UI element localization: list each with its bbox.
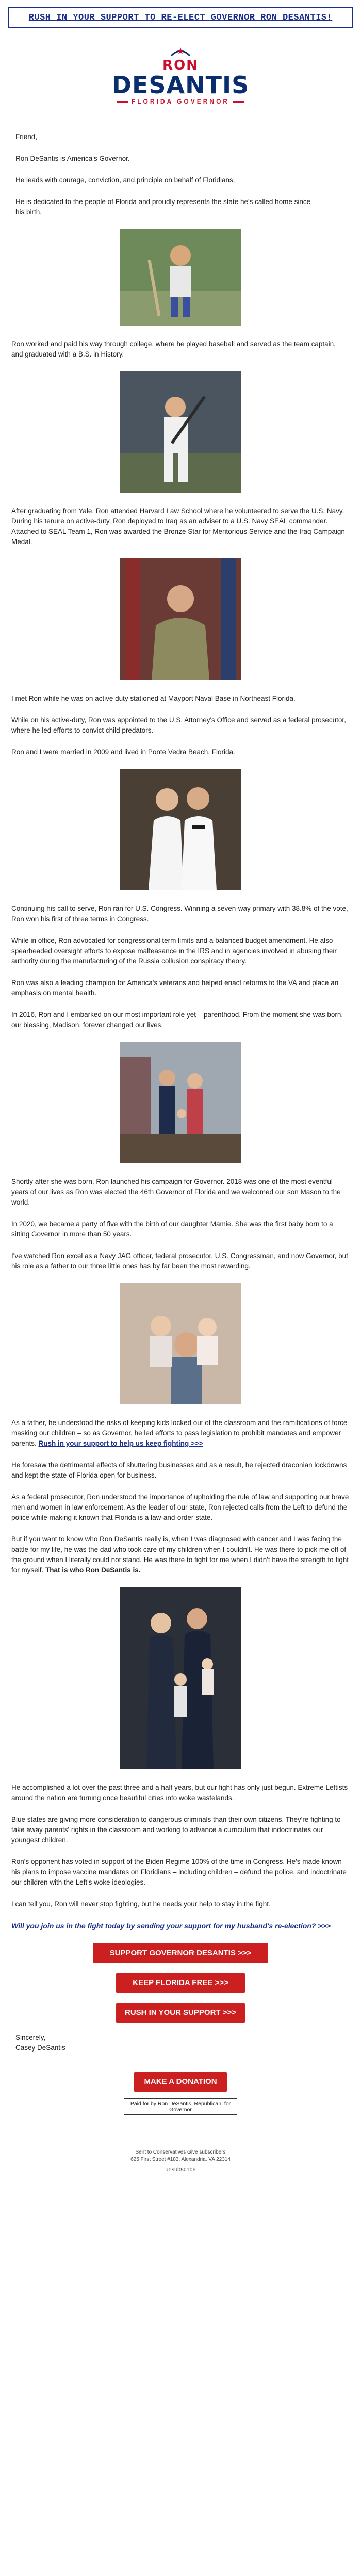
footer xyxy=(0,2149,361,2163)
photo-college-baseball xyxy=(120,371,241,493)
paragraph: He foresaw the detrimental effects of shuttering businesses and as a result, he rejected draconian lockdowns and kept the state of Florida open for business. xyxy=(11,1461,347,1479)
paragraph xyxy=(11,1418,350,1449)
paragraph: In 2016, Ron and I embarked on our most important role yet – parenthood. From the moment she was born, our blessing, Madison, forever changed our lives. xyxy=(11,1011,343,1029)
paragraph-text: As a father, he understood the risks of keeping kids locked out of the classroom and the ramifications of force-masking our children – so as Governor, he led efforts to pass legislation to prohibit mandates and empower parents. xyxy=(11,1419,350,1447)
paragraph xyxy=(11,1921,350,1931)
signer-name: Casey DeSantis xyxy=(15,2044,65,2052)
paragraph: I can tell you, Ron will never stop fighting, but he needs your help to stay in the fight. xyxy=(11,1900,271,1908)
photo-navy-uniform xyxy=(120,558,241,680)
signature xyxy=(0,2032,361,2053)
top-banner xyxy=(8,7,353,28)
letter-body xyxy=(0,132,361,1931)
paragraph: I met Ron while he was on active duty stationed at Mayport Naval Base in Northeast Florida. xyxy=(11,694,296,702)
photo-child-baseball xyxy=(120,229,241,326)
emphasis-text: That is who Ron DeSantis is. xyxy=(45,1566,141,1574)
footer-address: 625 First Street #183, Alexandria, VA 22314 xyxy=(130,2157,231,2162)
photo-wedding xyxy=(120,769,241,890)
paragraph: Ron's opponent has voted in support of the Biden Regime 100% of the time in Congress. He's made known his plans to impose vaccine mandates on Floridians – including children – defund the police, and indoctrinate our children with the Left's woke ideologies. xyxy=(11,1858,347,1886)
greeting: Friend, xyxy=(15,133,38,141)
logo-subtitle: FLORIDA GOVERNOR xyxy=(114,98,247,105)
logo-first-name: RON xyxy=(162,58,199,73)
paragraph: He leads with courage, conviction, and principle on behalf of Floridians. xyxy=(15,176,235,184)
paragraph: Ron was also a leading champion for America's veterans and helped enact reforms to the VA and place an emphasis on mental health. xyxy=(11,979,339,997)
paragraph: In 2020, we became a party of five with the birth of our daughter Mamie. She was the first baby born to a sitting Governor in more than 50 years. xyxy=(11,1220,333,1238)
photo-father-children xyxy=(120,1283,241,1404)
rush-support-button[interactable]: RUSH IN YOUR SUPPORT >>> xyxy=(116,2003,245,2023)
paragraph: He accomplished a lot over the past three and a half years, but our fight has only just begun. Extreme Leftists around the nation are turning once beautiful cities into woke wastelands. xyxy=(11,1784,348,1802)
paragraph: Blue states are giving more consideration to dangerous criminals than their own citizens. They're fighting to take away parents' rights in the classroom and working to advance a curriculum that indoctrinates our youngest children. xyxy=(11,1816,341,1844)
paragraph: I've watched Ron excel as a Navy JAG officer, federal prosecutor, U.S. Congressman, and now Governor, but his role as a father to our three little ones has by far been the most rewarding. xyxy=(11,1252,348,1270)
paragraph: While in office, Ron advocated for congressional term limits and a balanced budget amendment. He also spearheaded oversight efforts to expose malfeasance in the IRS and in agencies involved in abusing their authority during the manufacturing of the Russia collusion conspiracy theory. xyxy=(11,937,337,965)
stars-crest-icon xyxy=(169,46,192,57)
support-governor-button[interactable]: SUPPORT GOVERNOR DESANTIS >>> xyxy=(93,1943,268,1963)
footer-line: Sent to Conservatives Give subscribers xyxy=(135,2149,226,2155)
paragraph: Shortly after she was born, Ron launched his campaign for Governor. 2018 was one of the most eventful years of our lives as Ron was elected the 46th Governor of Florida and we welcomed our son Mason to the world. xyxy=(11,1178,341,1206)
paid-for-disclaimer: Paid for by Ron DeSantis, Republican, for Governor xyxy=(124,2098,237,2115)
unsubscribe-link[interactable]: unsubscribe xyxy=(165,2166,196,2173)
paragraph: As a federal prosecutor, Ron understood the importance of upholding the rule of law and supporting our brave men and women in law enforcement. As the leader of our state, Ron rejected calls from the Left to defund the police while making it known that Florida is a law-and-order state. xyxy=(11,1493,349,1521)
cta-link[interactable]: Will you join us in the fight today by sending your support for my husband's re-election? >>> xyxy=(11,1922,331,1930)
logo-last-name: DESANTIS xyxy=(111,71,250,99)
keep-florida-free-button[interactable]: KEEP FLORIDA FREE >>> xyxy=(116,1973,245,1993)
paragraph: While on his active-duty, Ron was appointed to the U.S. Attorney's Office and served as a federal prosecutor, where he led efforts to convict child predators. xyxy=(11,716,346,734)
photo-family-portrait xyxy=(120,1587,241,1769)
photo-family-walk xyxy=(120,1042,241,1163)
paragraph: Ron and I were married in 2009 and lived in Ponte Vedra Beach, Florida. xyxy=(11,748,235,756)
paragraph: Ron DeSantis is America's Governor. xyxy=(15,155,130,162)
make-donation-button[interactable]: MAKE A DONATION xyxy=(134,2072,227,2092)
paragraph: He is dedicated to the people of Florida and proudly represents the state he's called home since his birth. xyxy=(15,198,311,216)
paragraph: Continuing his call to serve, Ron ran for U.S. Congress. Winning a seven-way primary with 38.8% of the vote, Ron won his first of three terms in Congress. xyxy=(11,905,348,923)
campaign-logo xyxy=(0,46,361,105)
sign-off: Sincerely, xyxy=(15,2033,46,2041)
paragraph xyxy=(11,1534,350,1575)
paragraph-text: But if you want to know who Ron DeSantis really is, when I was diagnosed with cancer and I was facing the battle for my life, he was the dad who took care of my children when I couldn't. He was there to pick me off of the ground when I literally could not stand. He was there to fight for me when I didn't have the strength to fight for myself. xyxy=(11,1535,349,1574)
paragraph: Ron worked and paid his way through college, where he played baseball and served as the team captain, and graduated with a B.S. in History. xyxy=(11,340,336,358)
paragraph: After graduating from Yale, Ron attended Harvard Law School where he volunteered to serve the U.S. Navy. During his tenure on active-duty, Ron deployed to Iraq as an adviser to a U.S. Navy SEAL commander. Attached to SEAL Team 1, Ron was awarded the Bronze Star for Meritorious Service and the Iraq Campaign Medal. xyxy=(11,507,345,546)
support-link[interactable]: Rush in your support to help us keep fighting >>> xyxy=(38,1439,203,1447)
banner-link[interactable]: RUSH IN YOUR SUPPORT TO RE-ELECT GOVERNOR RON DESANTIS! xyxy=(28,12,333,23)
